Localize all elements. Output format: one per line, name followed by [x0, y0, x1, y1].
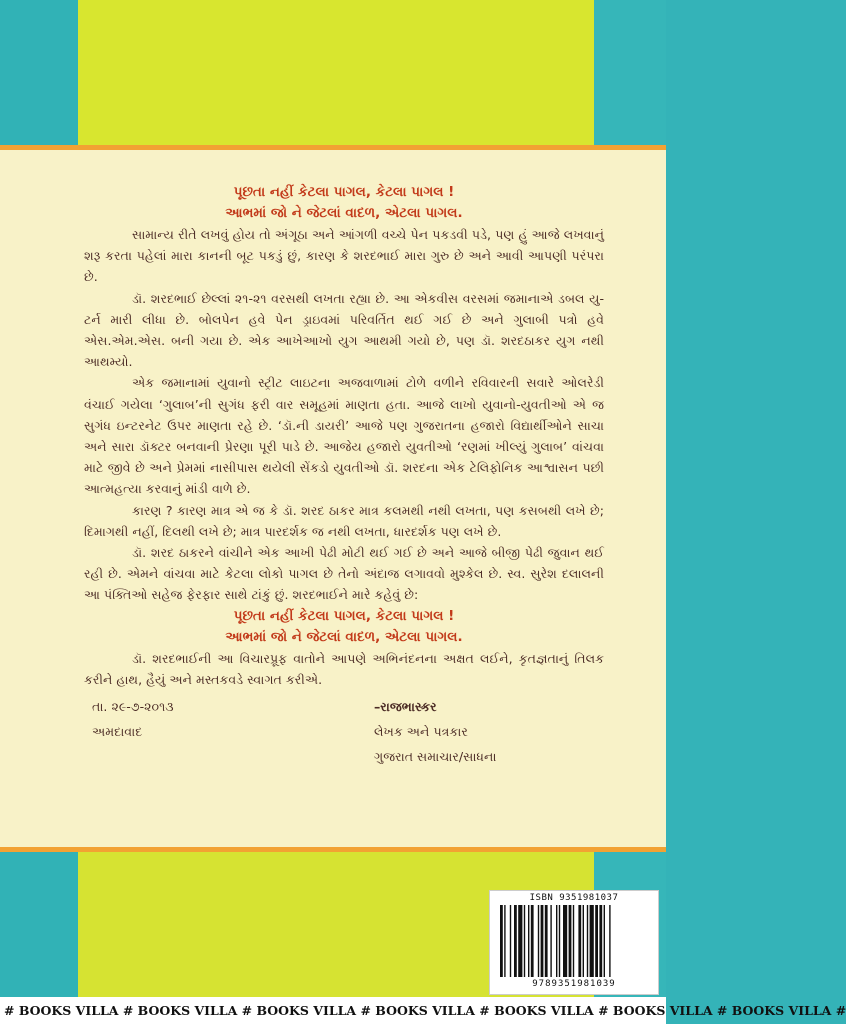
- barcode-bar: [545, 905, 548, 977]
- signoff-affiliation: ગુજરાત સમાચાર/સાધના: [374, 749, 497, 765]
- closing-paragraph: ડૉ. શરદભાઈની આ વિચારપ્રૂફ વાતોને આપણે અભિનંદનના અક્ષત લઈને, કૃતજ્ઞતાનું તિલક કરીને હાથ, હૈયું અને મસ્તકવડે સ્વાગત કરીએ.: [84, 650, 604, 687]
- barcode-bar: [518, 905, 522, 977]
- paragraph-1: સામાન્ય રીતે લખવું હોય તો અંગૂઠા અને આંગળી વચ્ચે પેન પકડવી પડે, પણ હું આજે લખવાનું શરૂ કરતા પહેલાં મારા કાનની બૂટ પકડું છું, કારણ કે શરદભાઈ મારા ગુરુ છે અને આવી આપણી પરંપરા છે.: [84, 227, 604, 285]
- barcode-bar: [583, 905, 584, 977]
- barcode-bar: [541, 905, 544, 977]
- barcode-bar: [609, 905, 610, 977]
- paragraph-4: કારણ ? કારણ માત્ર એ જ કે ડૉ. શરદ ઠાકર માત્ર કલમથી નથી લખતા, પણ કસબથી લખે છે; દિમાગથી નહીં, દિલથી લખે છે; માત્ર પારદર્શક જ નથી લખતા, ધારદર્શક પણ લખે છે.: [84, 502, 604, 539]
- bottom-divider-line: [0, 847, 666, 852]
- barcode-bar: [563, 905, 567, 977]
- barcode-bar: [599, 905, 602, 977]
- barcode-bar: [528, 905, 529, 977]
- quote-line-1: પૂછતા નહીં કેટલા પાગલ, કેટલા પાગલ !: [233, 184, 455, 200]
- barcode-bar: [524, 905, 525, 977]
- paragraph-5: ડૉ. શરદ ઠાકરને વાંચીને એક આખી પેઢી મોટી થઈ ગઈ છે અને આજે બીજી પેઢી જુવાન થઈ રહી છે. એમને વાંચવા માટે કેટલા લોકો પાગલ છે તેનો અંદાજ લગાવવો મુશ્કેલ છે. સ્વ. સુરેશ દલાલની આ પંક્તિઓ સહેજ ફેરફાર સાથે ટાંકું છું. શરદભાઈને મારે કહેવું છે:: [84, 545, 604, 603]
- barcode-bar: [569, 905, 572, 977]
- quote-repeat-line-1: પૂછતા નહીં કેટલા પાગલ, કેટલા પાગલ !: [233, 607, 455, 624]
- barcode-bar: [550, 905, 551, 977]
- barcode-bar: [510, 905, 511, 977]
- barcode-bar: [587, 905, 588, 977]
- barcode-bars: [498, 905, 650, 977]
- barcode-bar: [504, 905, 505, 977]
- barcode-bar: [595, 905, 598, 977]
- paragraph-3: એક જમાનામાં યુવાનો સ્ટ્રીટ લાઇટના અજવાળામાં ટોળે વળીને રવિવારની સવારે ઓલરેડી વંચાઈ ગયેલા ‘ગુલાબ’ની સુગંધ ફરી વાર સમૂહમાં માણતા હતા. આજે લાખો યુવાનો-યુવતીઓ એ જ સુગંધ ઇન્ટરનેટ ઉપર માણતા રહે છે. ‘ડૉ.ની ડાયરી’ આજે પણ ગુજરાતના હજારો વિદ્યાર્થીઓને સાચા અને સારા ડૉક્ટર બનવાની પ્રેરણા પૂરી પાડે છે. આજેય હજારો યુવતીઓ ‘રણમાં ખીલ્યું ગુલાબ’ વાંચવા માટે જીવે છે અને પ્રેમમાં નાસીપાસ થયેલી સેંકડો યુવતીઓ ડૉ. શરદના એક ટેલિફોનિક આશ્વાસન પછી આત્મહત્યા કરવાનું માંડી વાળે છે.: [84, 375, 604, 497]
- signoff-date-place: [84, 694, 292, 769]
- signoff-author-block: [374, 694, 604, 769]
- barcode-bar: [514, 905, 517, 977]
- barcode-bar: [538, 905, 539, 977]
- isbn-barcode: [489, 890, 659, 995]
- signoff-date: તા. ૨૯-૭-૨૦૧૩: [92, 699, 174, 715]
- quote-repeat-line-2: આભમાં જો ને જેટલાં વાદળ, એટલા પાગલ.: [225, 628, 463, 645]
- barcode-bar: [531, 905, 534, 977]
- books-villa-watermark: # BOOKS VILLA # BOOKS VILLA # BOOKS VILLA # BOOKS VILLA # BOOKS VILLA # BOOKS VILLA # BOOKS VILLA #: [0, 997, 666, 1024]
- barcode-digits: 9789351981039: [532, 979, 616, 989]
- signoff: [84, 694, 604, 769]
- barcode-bar: [556, 905, 557, 977]
- signoff-place: અમદાવાદ: [92, 724, 143, 740]
- barcode-bar: [578, 905, 581, 977]
- signoff-role: લેખક અને પત્રકાર: [374, 724, 468, 740]
- barcode-bar: [500, 905, 503, 977]
- signoff-author: –રાજભાસ્કર: [374, 699, 437, 715]
- cover-top-block: [78, 0, 594, 146]
- back-cover-text: [84, 182, 604, 769]
- barcode-bar: [573, 905, 574, 977]
- barcode-bar: [590, 905, 594, 977]
- barcode-bar: [559, 905, 560, 977]
- paragraph-2: ડૉ. શરદભાઈ છેલ્લાં ૨૧-૨૧ વરસથી લખતા રહ્યા છે. આ એકવીસ વરસમાં જમાનાએ ડબલ યુ-ટર્ન મારી લીધા છે. બોલપેન હવે પેન ડ્રાઇવમાં પરિવર્તિત થઈ ગઈ છે અને ગુલાબી પત્રો હવે એસ.એમ.એસ. બની ગયા છે. એક આખેઆખો યુગ આથમી ગયો છે, પણ ડૉ. શરદઠાકર યુગ નથી આથમ્યો.: [84, 290, 604, 370]
- isbn-label: ISBN 9351981037: [529, 893, 619, 903]
- barcode-bar: [604, 905, 605, 977]
- quote-line-2: આભમાં જો ને જેટલાં વાદળ, એટલા પાગલ.: [225, 205, 463, 221]
